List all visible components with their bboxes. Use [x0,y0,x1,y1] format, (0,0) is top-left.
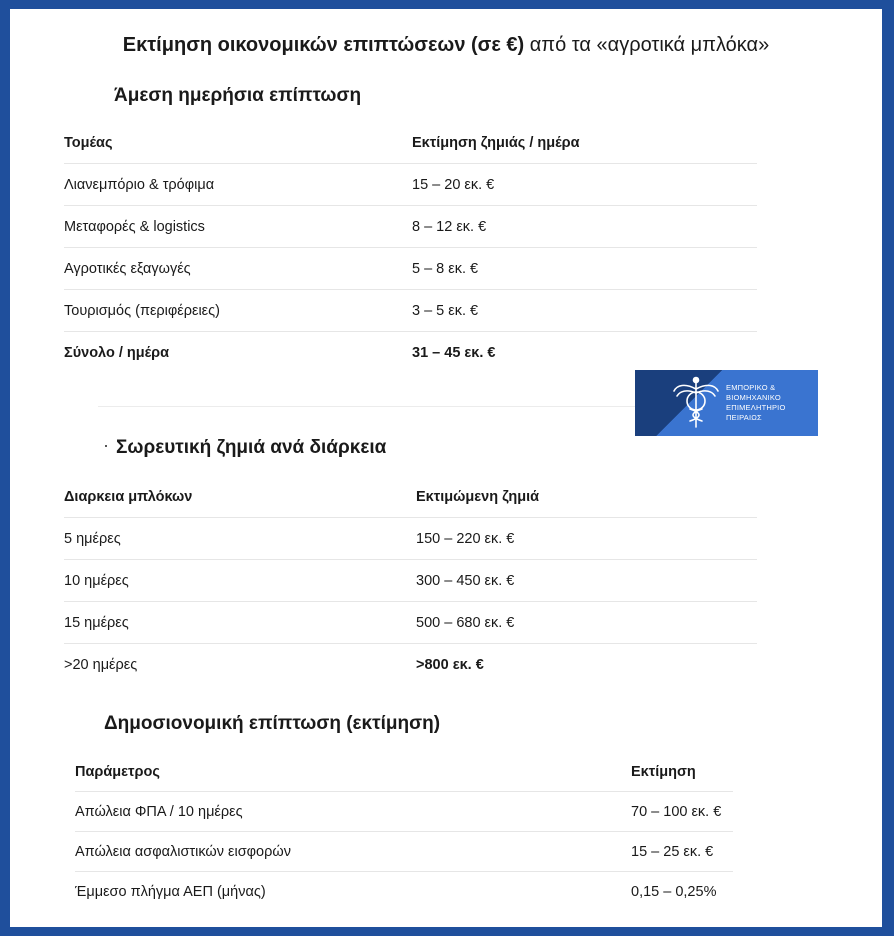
table-total-row [64,332,757,373]
row-duration: 15 ημέρες [64,614,129,631]
table-header-row [64,122,757,164]
total-label: Σύνολο / ημέρα [64,344,170,361]
logo-line: ΕΜΠΟΡΙΚΟ & [726,383,776,392]
logo-line: ΕΠΙΜΕΛΗΤΗΡΙΟ [726,403,786,412]
table-row [75,832,733,872]
table-row [64,644,757,685]
row-parameter: Απώλεια ασφαλιστικών εισφορών [75,843,291,860]
fiscal-impact-table [75,752,733,911]
header-parameter: Παράμετρος [75,763,160,780]
row-value: 500 – 680 εκ. € [416,614,515,631]
header-estimate: Εκτίμηση [631,763,696,780]
row-sector: Μεταφορές & logistics [64,218,205,235]
header-daily-loss: Εκτίμηση ζημιάς / ημέρα [412,134,580,151]
section-divider [98,406,663,407]
document-card [10,9,882,927]
stray-mark [105,445,107,447]
chamber-logo [635,370,818,436]
row-value: 0,15 – 0,25% [631,883,717,900]
caduceus-emblem-icon [671,375,721,431]
row-parameter: Απώλεια ΦΠΑ / 10 ημέρες [75,803,243,820]
row-value: 150 – 220 εκ. € [416,530,515,547]
logo-line: ΠΕΙΡΑΙΩΣ [726,413,762,422]
header-duration: Διαρκεια μπλόκων [64,488,193,505]
row-value: >800 εκ. € [416,656,484,673]
header-sector: Τομέας [64,134,113,151]
row-sector: Λιανεμπόριο & τρόφιμα [64,176,215,193]
table-row [64,164,757,206]
row-value: 70 – 100 εκ. € [631,803,722,820]
row-value: 3 – 5 εκ. € [412,302,479,319]
logo-line: ΒΙΟΜΗΧΑΝΙΚΟ [726,393,781,402]
row-duration: >20 ημέρες [64,656,138,673]
section-cumulative-loss-title: Σωρευτική ζημιά ανά διάρκεια [116,437,387,458]
row-value: 8 – 12 εκ. € [412,218,487,235]
table-row [64,560,757,602]
table-header-row [64,476,757,518]
table-header-row [75,752,733,792]
table-row [64,518,757,560]
header-estimated-loss: Εκτιμώμενη ζημιά [416,488,540,505]
page-title [10,34,882,57]
table-row [64,206,757,248]
row-value: 15 – 25 εκ. € [631,843,714,860]
row-value: 15 – 20 εκ. € [412,176,495,193]
table-row [75,792,733,832]
row-duration: 5 ημέρες [64,530,121,547]
table-row [64,602,757,644]
row-sector: Αγροτικές εξαγωγές [64,260,191,277]
row-value: 300 – 450 εκ. € [416,572,515,589]
table-row [64,248,757,290]
row-sector: Τουρισμός (περιφέρειες) [64,302,220,319]
row-value: 5 – 8 εκ. € [412,260,479,277]
row-duration: 10 ημέρες [64,572,129,589]
page-title-bold: Εκτίμηση οικονομικών επιπτώσεων (σε €) [122,34,525,56]
table-row [64,290,757,332]
daily-impact-table [64,122,757,373]
page-title-rest: από τα «αγροτικά μπλόκα» [524,34,770,56]
chamber-logo-text [726,383,786,423]
cumulative-loss-table [64,476,757,685]
section-daily-impact-title: Άμεση ημερήσια επίπτωση [114,85,362,106]
section-fiscal-impact-title: Δημοσιονομική επίπτωση (εκτίμηση) [104,713,441,734]
table-row [75,872,733,911]
row-parameter: Έμμεσο πλήγμα ΑΕΠ (μήνας) [75,883,266,900]
total-value: 31 – 45 εκ. € [412,344,496,361]
